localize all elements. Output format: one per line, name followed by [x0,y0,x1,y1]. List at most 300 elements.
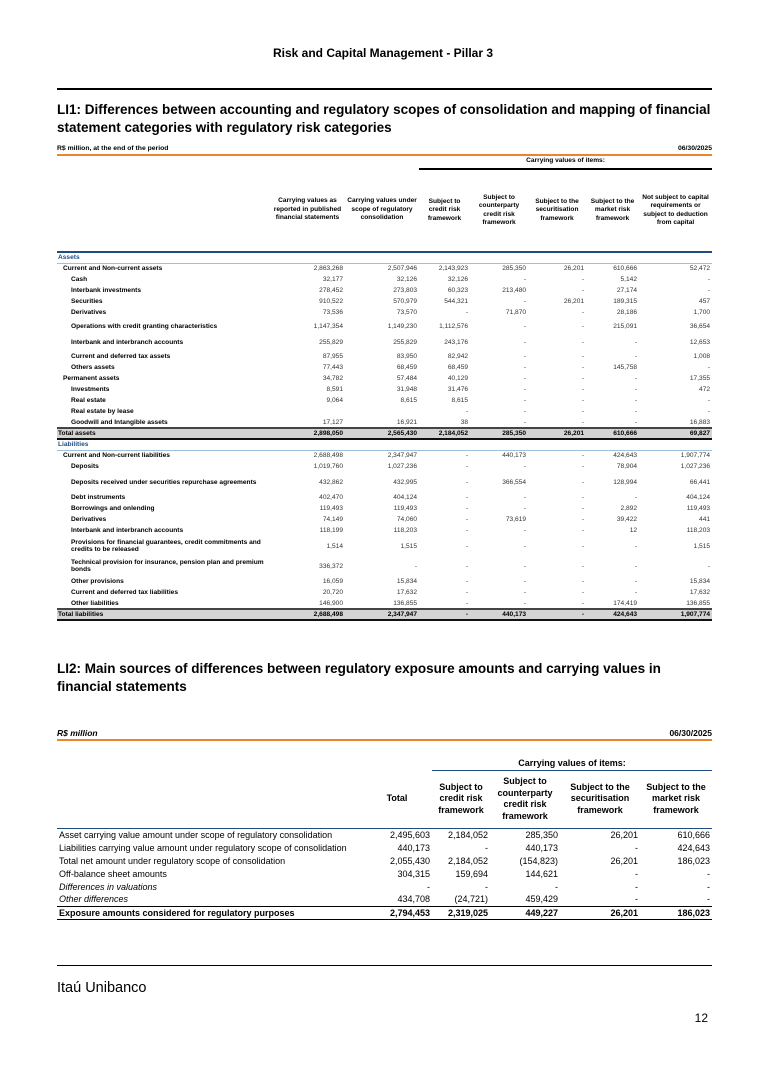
cell-value: - [581,478,585,486]
cell-value: 1,008 [693,353,711,360]
cell-value: 17,632 [689,589,711,596]
cell-value: 26,201 [610,829,638,840]
cell-value: 36,654 [689,322,711,330]
cell-value: 610,666 [677,829,711,840]
cell-value: - [523,589,527,596]
cell-value: - [635,894,638,905]
cell-value: 2,565,430 [345,428,419,439]
table-row [57,296,712,307]
cell-value: - [414,562,418,570]
cell-value: 31,948 [396,386,418,393]
cell-value: 118,199 [319,527,343,534]
cell-value: 2,319,025 [432,906,490,919]
cell-value: 2,143,923 [438,265,469,273]
row-label: Provisions for financial guarantees, credit commitments and credits to be released [71,539,261,553]
cell-value: 34,782 [322,375,343,382]
cell-value: 255,829 [393,339,418,347]
cell-value: - [419,609,470,620]
row-label: Current and Non-current liabilities [63,452,170,460]
column-header: Subject to the securitisation framework [570,781,630,815]
cell-value: 17,632 [396,589,418,596]
table-row [57,841,712,854]
cell-value: 66,441 [689,478,711,486]
row-label: Off-balance sheet amounts [59,868,167,879]
cell-value: - [707,397,711,404]
cell-value: 52,472 [689,265,711,273]
table-row [57,417,712,428]
cell-value: 40,129 [447,375,469,382]
cell-value: 57,484 [396,375,418,382]
table-row [57,274,712,285]
cell-value: - [465,527,469,534]
cell-value: 5,142 [620,276,638,283]
cell-value: 2,898,050 [270,428,345,439]
cell-value: 9,064 [326,397,343,404]
cell-value: 128,994 [613,478,638,486]
row-label: Real estate by lease [71,408,134,415]
table-row [57,828,712,841]
page-number: 12 [694,1011,708,1025]
cell-value: - [581,408,585,415]
footer-company: Itaú Unibanco [57,980,147,996]
li2-group-header: Carrying values of items: [432,757,712,770]
document-header: Risk and Capital Management - Pillar 3 [272,46,494,60]
total-row [57,609,712,620]
cell-value: 31,476 [447,386,469,393]
table-row [57,576,712,587]
cell-value: - [634,339,638,347]
row-label: Goodwill and Intangible assets [71,418,168,426]
cell-value: 60,323 [447,287,469,294]
cell-value: - [465,309,469,316]
row-label: Current and deferred tax liabilities [71,589,178,596]
cell-value: 32,126 [447,276,469,283]
cell-value: 71,870 [505,309,527,316]
li2-date: 06/30/2025 [669,728,712,738]
cell-value: 440,173 [525,842,558,853]
cell-value: 82,942 [447,353,469,360]
cell-value: - [634,542,638,550]
cell-value: - [581,397,585,404]
table-row [57,536,712,556]
cell-value: 304,315 [397,868,430,879]
cell-value: 189,315 [613,298,638,305]
table-row [57,395,712,406]
cell-value: - [707,408,711,415]
row-label: Investments [71,386,110,393]
cell-value: 1,700 [693,309,711,316]
table-row [57,867,712,880]
table-row [57,406,712,417]
row-label: Interbank and interbranch accounts [71,527,184,534]
cell-value: - [635,868,638,879]
cell-value: - [465,516,469,523]
cell-value: - [581,375,585,382]
cell-value: 1,027,236 [387,463,418,470]
total-row [57,906,712,919]
cell-value: - [581,287,585,294]
cell-value: - [635,842,638,853]
table-row [57,285,712,296]
cell-value: - [523,418,527,426]
cell-value: - [581,562,585,570]
table-row [57,307,712,318]
table-row [57,318,712,335]
cell-value: - [523,386,527,393]
cell-value: 26,201 [610,855,638,866]
cell-value: 26,201 [563,265,585,273]
cell-value: - [555,881,558,892]
cell-value: 73,570 [396,309,418,316]
cell-value: 74,060 [396,516,418,523]
cell-value [345,406,419,417]
row-label: Current and deferred tax assets [71,353,171,360]
cell-value: 17,127 [322,418,343,426]
row-label: Asset carrying value amount under scope of regulatory consolidation [59,829,333,840]
cell-value: 1,147,354 [313,322,343,330]
table-row [57,472,712,492]
cell-value: 27,174 [616,287,638,294]
cell-value: - [465,452,469,460]
cell-value: 119,493 [686,505,711,512]
row-label: Debt instruments [71,494,126,501]
column-header: Subject to the securitisation framework [535,197,579,222]
table-row [57,880,712,893]
table-row [57,373,712,384]
cell-value: 1,907,774 [639,609,712,620]
cell-value: - [465,478,469,486]
cell-value: - [523,364,527,371]
table-row [57,893,712,906]
li1-group-header: Carrying values of items: [419,155,712,169]
cell-value: - [485,842,488,853]
cell-value: 159,694 [455,868,488,879]
total-row [57,428,712,439]
column-header: Subject to the market risk framework [590,197,635,222]
table-row [57,362,712,373]
cell-value: 12,653 [689,339,711,347]
section-row [57,252,712,263]
row-label: Derivatives [71,309,107,316]
row-label: Total liabilities [57,609,270,620]
cell-value: 2,688,498 [270,609,345,620]
cell-value: 118,203 [393,527,418,534]
column-header: Carrying values under scope of regulatory consolidation [347,197,417,222]
cell-value: 432,995 [393,478,418,486]
cell-value: - [581,452,585,460]
cell-value: 440,173 [397,842,430,853]
cell-value: 2,347,947 [387,452,418,460]
cell-value: - [465,562,469,570]
cell-value: - [635,881,638,892]
cell-value: 278,452 [319,287,343,294]
column-header: Subject to credit risk framework [438,781,484,815]
cell-value: - [634,386,638,393]
cell-value: 610,666 [586,428,639,439]
cell-value: - [523,505,527,512]
row-label: Other liabilities [71,599,119,607]
cell-value: 366,554 [502,478,527,486]
cell-value: 2,184,052 [447,829,488,840]
column-header: Not subject to capital requirements or subject to deduction from capital [642,193,709,226]
cell-value: 20,720 [322,589,343,596]
cell-value: 336,372 [319,562,343,570]
cell-value: - [634,418,638,426]
table-row [57,450,712,461]
cell-value: - [581,364,585,371]
cell-value: 2,055,430 [389,855,430,866]
cell-value: 186,023 [640,906,712,919]
row-label: Total net amount under regulatory scope of consolidation [59,855,286,866]
cell-value: 1,027,236 [680,463,711,470]
cell-value: 404,124 [686,494,711,501]
cell-value: 15,834 [396,578,418,585]
section-label: Liabilities [57,439,712,450]
cell-value: 472 [699,386,711,393]
cell-value: 26,201 [560,906,640,919]
cell-value: - [634,578,638,585]
cell-value: - [707,562,711,570]
cell-value: 1,112,576 [439,322,469,330]
cell-value: 910,522 [319,298,343,305]
cell-value: - [523,463,527,470]
cell-value: 16,883 [689,418,711,426]
cell-value: - [523,542,527,550]
cell-value: 12 [629,527,638,534]
cell-value: - [581,322,585,330]
cell-value: 174,419 [613,599,638,607]
cell-value: - [707,881,711,892]
cell-value: 77,443 [322,364,343,371]
section-label: Assets [57,252,712,263]
cell-value: - [581,516,585,523]
table-row [57,587,712,598]
cell-value: 213,480 [502,287,527,294]
cell-value: - [634,562,638,570]
cell-value: 215,091 [613,322,638,330]
li1-table [57,155,712,621]
cell-value: - [485,881,488,892]
li2-unit: R$ million [57,728,98,738]
column-header: Subject to counterparty credit risk framework [497,776,553,821]
cell-value: 38 [460,418,469,426]
cell-value: 136,855 [686,599,711,607]
cell-value: - [581,578,585,585]
cell-value: - [634,494,638,501]
cell-value: 26,201 [528,428,586,439]
cell-value: 8,615 [400,397,418,404]
header-divider [57,88,712,90]
cell-value: - [581,527,585,534]
table-row [57,351,712,362]
cell-value: 68,459 [447,364,469,371]
cell-value: - [581,463,585,470]
cell-value: 1,515 [400,542,418,550]
cell-value: 2,794,453 [362,906,432,919]
cell-value: - [465,494,469,501]
li2-caption-row [57,728,712,741]
cell-value: - [581,542,585,550]
cell-value: 119,493 [319,505,343,512]
row-label: Other provisions [71,578,124,585]
cell-value: 285,350 [470,428,528,439]
cell-value: 570,979 [393,298,418,305]
cell-value: 2,347,947 [345,609,419,620]
column-header: Subject to counterparty credit risk framework [478,193,520,226]
cell-value: - [523,397,527,404]
cell-value: (154,823) [519,855,558,866]
row-label: Current and Non-current assets [63,265,163,273]
cell-value: 424,643 [586,609,639,620]
cell-value: 1,149,230 [387,322,418,330]
cell-value: 119,493 [393,505,418,512]
cell-value: 2,507,946 [387,265,418,273]
cell-value: - [523,339,527,347]
column-header: Subject to the market risk framework [646,781,706,815]
cell-value: 32,126 [396,276,418,283]
cell-value: 544,321 [444,298,469,305]
cell-value: 74,149 [322,516,343,523]
row-label: Real estate [71,397,106,404]
column-header: Subject to credit risk framework [427,197,462,222]
cell-value: 255,829 [319,339,343,347]
cell-value: 87,955 [322,353,343,360]
cell-value: - [465,408,469,415]
cell-value: - [523,276,527,283]
row-label: Others assets [71,364,115,371]
cell-value: 1,019,760 [313,463,343,470]
cell-value: 26,201 [563,298,585,305]
cell-value: - [707,894,711,905]
cell-value: - [634,397,638,404]
row-label: Interbank investments [71,287,141,294]
cell-value: 73,619 [505,516,527,523]
row-label: Total assets [57,428,270,439]
cell-value: 186,023 [677,855,711,866]
cell-value: - [581,418,585,426]
cell-value: 2,863,268 [313,265,343,273]
cell-value: - [581,505,585,512]
cell-value: - [523,353,527,360]
cell-value: - [523,298,527,305]
cell-value: - [523,408,527,415]
li1-title: LI1: Differences between accounting and regulatory scopes of consolidation and mapping of financial statement categories with regulatory risk categories [57,102,711,135]
cell-value: - [523,375,527,382]
cell-value: 145,758 [613,364,638,371]
cell-value: - [465,542,469,550]
cell-value: 136,855 [393,599,418,607]
cell-value: 8,591 [326,386,343,393]
cell-value: 424,643 [613,452,638,460]
cell-value: - [465,505,469,512]
row-label: Differences in valuations [59,881,158,892]
cell-value: 449,227 [490,906,560,919]
cell-value: - [523,494,527,501]
cell-value: 1,514 [326,542,343,550]
cell-value: - [581,353,585,360]
cell-value: 404,124 [393,494,418,501]
cell-value: 16,059 [322,578,343,585]
row-label: Other differences [59,894,129,905]
cell-value: 459,429 [525,894,558,905]
cell-value: 144,621 [525,868,558,879]
cell-value: - [465,599,469,607]
cell-value: 434,708 [397,894,430,905]
li2-title: LI2: Main sources of differences between regulatory exposure amounts and carrying values in financial statements [57,661,661,694]
row-label: Permanent assets [63,375,120,382]
cell-value: 68,459 [396,364,418,371]
table-row [57,556,712,576]
cell-value: - [581,386,585,393]
cell-value: 39,422 [616,516,638,523]
column-header: Total [386,793,408,803]
cell-value: - [523,527,527,534]
cell-value: 78,904 [616,463,638,470]
cell-value: - [707,868,711,879]
footer-divider [57,965,712,966]
li1-date: 06/30/2025 [677,145,712,152]
row-label: Securities [71,298,103,305]
li2-table [57,757,712,920]
cell-value: - [465,463,469,470]
cell-value: 32,177 [322,276,343,283]
cell-value [270,406,345,417]
cell-value: - [523,578,527,585]
cell-value: 17,355 [689,375,711,382]
row-label: Liabilities carrying value amount under regulatory scope of consolidation [59,842,347,853]
li1-unit: R$ million, at the end of the period [57,145,169,152]
cell-value: - [581,309,585,316]
cell-value: 285,350 [525,829,558,840]
table-row [57,503,712,514]
table-row [57,384,712,395]
cell-value: 440,173 [470,609,528,620]
cell-value: 432,862 [319,478,343,486]
cell-value: - [581,599,585,607]
cell-value: 146,900 [319,599,343,607]
row-label: Operations with credit granting characteristics [71,322,218,330]
section-row [57,439,712,450]
cell-value: - [634,589,638,596]
table-row [57,598,712,609]
cell-value: - [581,339,585,347]
cell-value: - [634,408,638,415]
cell-value: 2,892 [620,505,638,512]
cell-value: - [523,562,527,570]
table-row [57,461,712,472]
cell-value: - [581,276,585,283]
row-label: Derivatives [71,516,107,523]
cell-value: - [523,599,527,607]
cell-value: 118,203 [686,527,711,534]
cell-value: - [427,881,430,892]
cell-value: 8,615 [451,397,469,404]
row-label: Cash [71,276,88,283]
cell-value: 2,688,498 [313,452,343,460]
cell-value: - [707,276,711,283]
row-label: Deposits [71,463,99,470]
cell-value: - [707,287,711,294]
cell-value: (24,721) [454,894,488,905]
row-label: Exposure amounts considered for regulatory purposes [57,906,362,919]
cell-value: - [707,364,711,371]
cell-value: 402,470 [319,494,343,501]
cell-value: 440,173 [502,452,527,460]
cell-value: 73,536 [322,309,343,316]
cell-value: 457 [699,298,711,305]
cell-value: 2,495,603 [389,829,430,840]
cell-value: 83,950 [396,353,418,360]
